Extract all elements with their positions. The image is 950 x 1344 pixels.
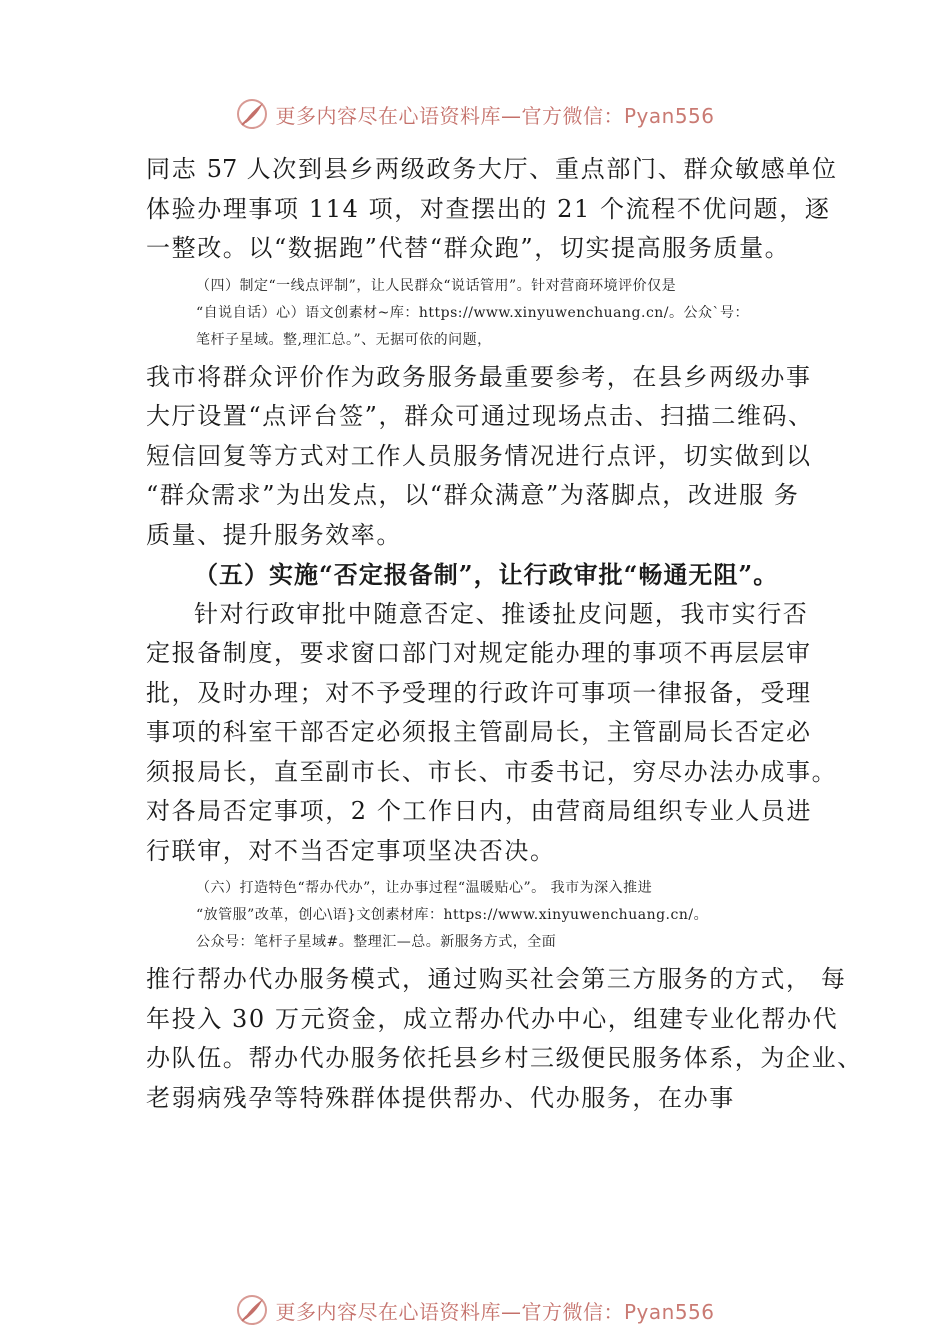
section-heading: （五）实施“否定报备制”，让行政审批“畅通无阻”。 (194, 560, 779, 589)
body-line: 行联审，对不当否定事项坚决否决。 (146, 836, 556, 865)
feather-pen-logo-icon (235, 97, 269, 131)
body-line: 大厅设置“点评台签”，群众可通过现场点击、扫描二维码、 (146, 402, 814, 430)
body-line: 办队伍。帮办代办服务依托县乡村三级便民服务体系，为企业、 (146, 1044, 863, 1072)
body-line: 年投入 30 万元资金，成立帮办代办中心，组建专业化帮办代 (146, 1004, 839, 1033)
small-note-line: 公众号：笔杆子星域#。整理汇—总。新服务方式，全面 (196, 934, 557, 950)
banner-text: 更多内容尽在心语资料库—官方微信：Pyan556 (275, 103, 715, 128)
small-note-line: 笔杆子星域。整,理汇总。”、无据可依的问题， (196, 331, 492, 348)
body-line: 同志 57 人次到县乡两级政务大厅、重点部门、群众敏感单位 (146, 155, 836, 183)
body-line: 对各局否定事项，2 个工作日内，由营商局组织专业人员进 (146, 797, 813, 825)
body-line: 体验办理事项 114 项，对查摆出的 21 个流程不优问题，逐 (146, 194, 831, 223)
body-line: 推行帮办代办服务模式，通过购买社会第三方服务的方式， 每 (146, 965, 847, 993)
small-note-line: （六）打造特色“帮办代办”，让办事过程“温暖贴心”。 我市为深入推进 (196, 880, 653, 896)
footer-banner (0, 1290, 950, 1330)
body-line: 定报备制度，要求窗口部门对规定能办理的事项不再层层审 (146, 639, 812, 667)
body-line: 我市将群众评价作为政务服务最重要参考，在县乡两级办事 (146, 362, 812, 391)
header-banner (0, 94, 950, 134)
body-line: 须报局长，直至副市长、市长、市委书记，穷尽办法办成事。 (146, 757, 838, 786)
body-line: 针对行政审批中随意否定、推诿扯皮问题，我市实行否 (194, 599, 809, 628)
body-line: 质量、提升服务效率。 (146, 520, 402, 549)
banner-text: 更多内容尽在心语资料库—官方微信：Pyan556 (275, 1299, 715, 1324)
body-line: 批，及时办理；对不予受理的行政许可事项一律报备，受理 (146, 678, 812, 707)
body-line: 事项的科室干部否定必须报主管副局长，主管副局长否定必 (146, 718, 812, 746)
small-note-line: （四）制定“一线点评制”，让人民群众“说话管用”。针对营商环境评价仅是 (196, 277, 677, 294)
document-body (146, 150, 863, 1118)
body-line: 一整改。以“数据跑”代替“群众跑”，切实提高服务质量。 (146, 234, 791, 262)
feather-pen-logo-icon (235, 1293, 269, 1327)
body-line: 短信回复等方式对工作人员服务情况进行点评，切实做到以 (146, 441, 812, 470)
small-note-line: “自说自话）心）语文创素材~库：https://www.xinyuwenchuang.cn/。公众`号： (196, 304, 750, 321)
body-line: “群众需求”为出发点，以“群众满意”为落脚点，改进服 务 (146, 481, 800, 509)
body-line: 老弱病残孕等特殊群体提供帮办、代办服务，在办事 (146, 1083, 735, 1112)
small-note-line: “放管服”改革，创心\语}文创素材库：https://www.xinyuwenchuang.cn/。 (196, 907, 709, 923)
